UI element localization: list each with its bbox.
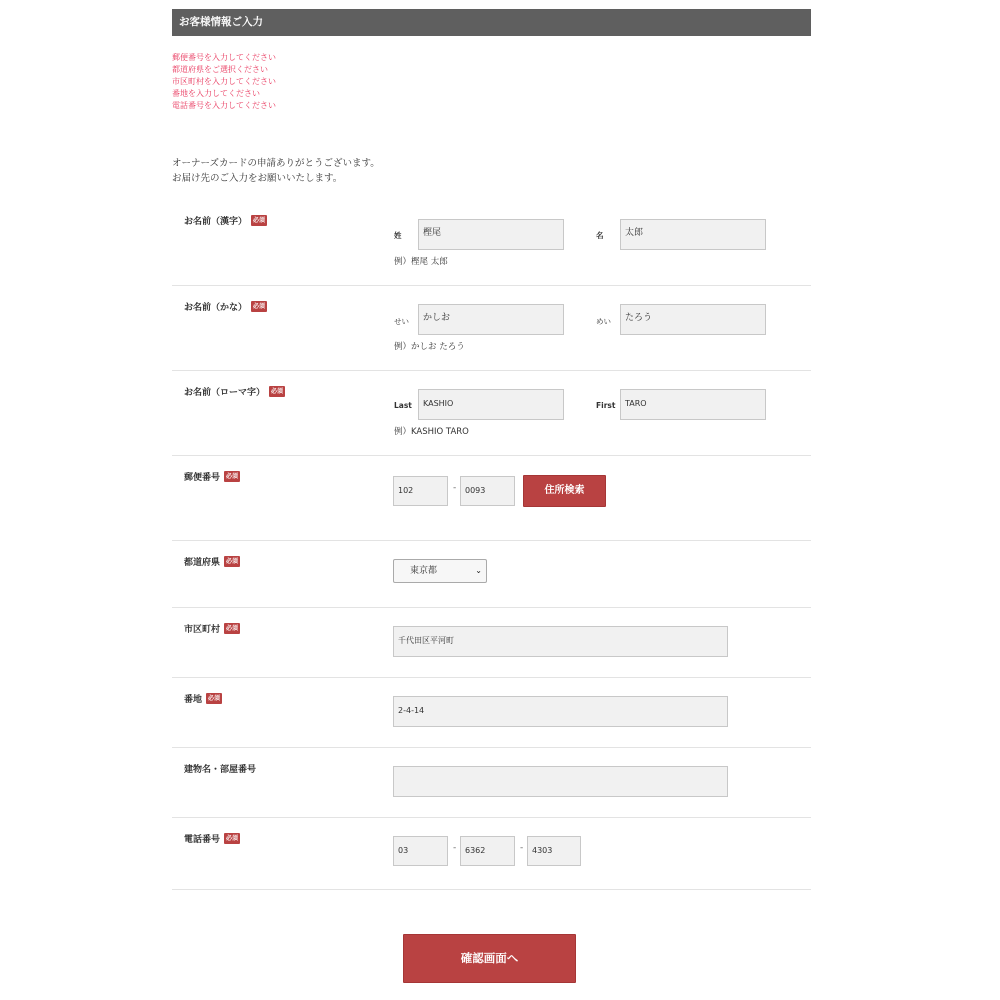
form-row-prefecture — [172, 541, 811, 608]
prefecture-selected-value: 東京都 — [410, 566, 438, 576]
form-row-postal — [172, 456, 811, 541]
error-message: 市区町村を入力してください — [172, 77, 276, 86]
first-name-label: 名 — [596, 231, 604, 240]
field-label — [184, 762, 256, 775]
intro-line-2: お届け先のご入力をお願いいたします。 — [172, 173, 343, 184]
field-label — [184, 214, 267, 227]
example-text: 例）かしお たろう — [394, 342, 465, 352]
field-label — [184, 470, 240, 483]
address-search-button[interactable]: 住所検索 — [523, 475, 606, 507]
first-name-roman-input[interactable]: TARO — [620, 389, 766, 420]
phone-part3-input[interactable]: 4303 — [527, 836, 581, 866]
field-label — [184, 555, 240, 568]
first-name-label: First — [596, 401, 616, 410]
label-text: 建物名・部屋番号 — [184, 765, 257, 775]
last-name-roman-input[interactable]: KASHIO — [418, 389, 564, 420]
intro-text — [172, 156, 380, 186]
phone-part1-input[interactable]: 03 — [393, 836, 448, 866]
first-name-kana-input[interactable]: たろう — [620, 304, 766, 335]
field-label — [184, 832, 240, 845]
field-label — [184, 622, 240, 635]
error-messages — [172, 52, 276, 112]
label-text: 市区町村 — [184, 625, 221, 635]
first-name-kanji-input[interactable]: 太郎 — [620, 219, 766, 250]
section-header — [172, 9, 811, 36]
form-row-phone — [172, 818, 811, 890]
form-row-name-kana — [172, 286, 811, 371]
required-badge: 必須 — [253, 217, 266, 224]
confirm-button[interactable]: 確認画面へ — [403, 934, 576, 983]
form-row-building — [172, 748, 811, 818]
section-title: お客様情報ご入力 — [179, 16, 263, 28]
example-text: 例）KASHIO TARO — [394, 427, 469, 437]
last-name-kanji-input[interactable]: 樫尾 — [418, 219, 564, 250]
separator: - — [453, 843, 457, 853]
last-name-label: 姓 — [394, 231, 402, 240]
field-label — [184, 385, 285, 398]
label-text: お名前（かな） — [184, 303, 248, 313]
label-text: 郵便番号 — [184, 473, 221, 483]
prefecture-select[interactable] — [393, 559, 487, 583]
last-name-kana-input[interactable]: かしお — [418, 304, 564, 335]
error-message: 電話番号を入力してください — [172, 101, 276, 110]
last-name-label: Last — [394, 401, 412, 410]
intro-line-1: オーナーズカードの申請ありがとうございます。 — [172, 158, 380, 169]
required-badge: 必須 — [226, 835, 239, 842]
required-badge: 必須 — [253, 303, 266, 310]
street-address-input[interactable]: 2-4-14 — [393, 696, 728, 727]
first-name-label: めい — [596, 317, 611, 326]
form-row-address — [172, 678, 811, 748]
error-message: 郵便番号を入力してください — [172, 53, 276, 62]
field-label — [184, 300, 267, 313]
form-row-name-roman — [172, 371, 811, 456]
form-row-city — [172, 608, 811, 678]
chevron-down-icon: ⌄ — [475, 566, 482, 575]
label-text: 電話番号 — [184, 835, 221, 845]
label-text: お名前（ローマ字） — [184, 388, 266, 398]
required-badge: 必須 — [208, 695, 221, 702]
postal-code-part1-input[interactable]: 102 — [393, 476, 448, 506]
error-message: 番地を入力してください — [172, 89, 260, 98]
required-badge: 必須 — [226, 558, 239, 565]
required-badge: 必須 — [226, 625, 239, 632]
separator: - — [520, 843, 524, 853]
city-input[interactable]: 千代田区平河町 — [393, 626, 728, 657]
field-label — [184, 692, 222, 705]
required-badge: 必須 — [271, 388, 284, 395]
label-text: 番地 — [184, 695, 203, 705]
form-row-name-kanji — [172, 200, 811, 286]
postal-code-part2-input[interactable]: 0093 — [460, 476, 515, 506]
last-name-label: せい — [394, 317, 409, 326]
label-text: 都道府県 — [184, 558, 221, 568]
separator: - — [453, 483, 457, 493]
label-text: お名前（漢字） — [184, 217, 248, 227]
error-message: 都道府県をご選択ください — [172, 65, 268, 74]
example-text: 例）樫尾 太郎 — [394, 257, 448, 267]
required-badge: 必須 — [226, 473, 239, 480]
building-input[interactable] — [393, 766, 728, 797]
phone-part2-input[interactable]: 6362 — [460, 836, 515, 866]
